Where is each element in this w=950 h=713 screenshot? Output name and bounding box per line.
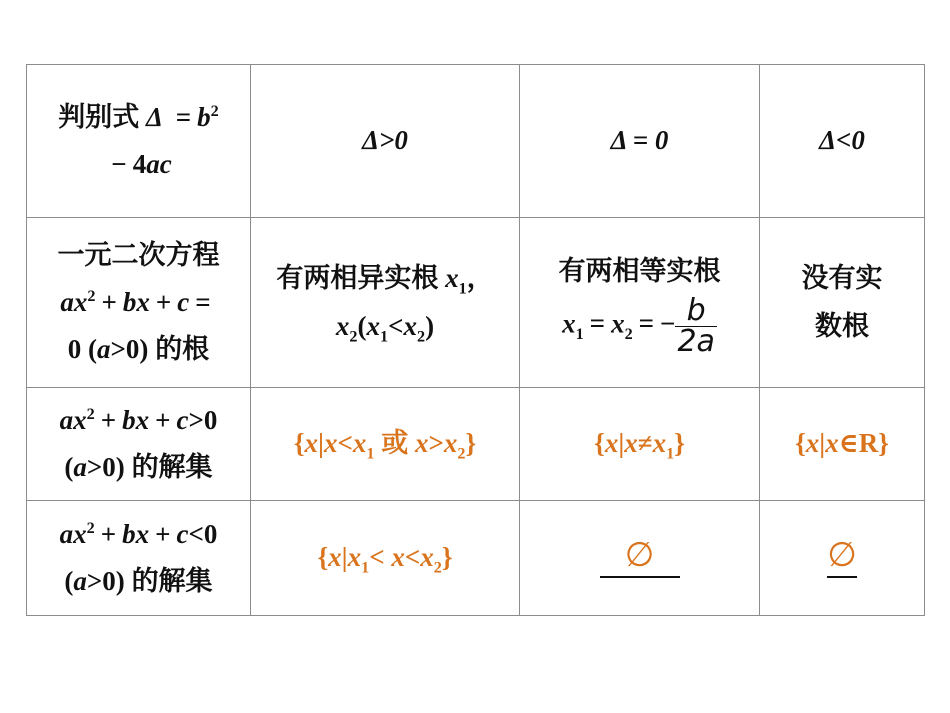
cell-lt-zero <box>520 501 760 616</box>
cell-gt-zero: $\{x|x\ne x_1\}$ <box>520 388 760 501</box>
table-row-roots <box>27 218 925 388</box>
cell-lt-positive: $\{x|x_1< x<x_2\}$ <box>251 501 520 616</box>
cell-case-negative: Δ<0 <box>760 65 925 218</box>
table-row-less-solution <box>27 501 925 616</box>
cell-gt-label: $ax^2$ + bx + c>0 (a>0) 的解集 <box>27 388 251 501</box>
cell-case-zero: Δ = 0 <box>520 65 760 218</box>
fraction-b-over-2a: $\frac{b}{2a}$ <box>677 292 715 359</box>
cell-lt-label: $ax^2$ + bx + c<0 (a>0) 的解集 <box>27 501 251 616</box>
empty-set-icon: ∅ <box>827 535 857 578</box>
cell-gt-positive: {$x|x<x_1$ 或 $x>x_2$} <box>251 388 520 501</box>
cell-lt-negative <box>760 501 925 616</box>
empty-set-icon: ∅ <box>600 535 680 578</box>
cell-roots-label: 一元二次方程 $ax^2$ + bx + c = 0 (a>0) 的根 <box>27 218 251 388</box>
cell-roots-positive: 有两相异实根 $x_1$， $x_2(x_1<x_2)$ <box>251 218 520 388</box>
cell-gt-negative: {x|x∈R} <box>760 388 925 501</box>
cell-case-positive: Δ>0 <box>251 65 520 218</box>
cell-roots-zero: 有两相等实根 $x_1 = x_2$ = − $\frac{b}{2a}$ <box>520 218 760 388</box>
cell-roots-negative: 没有实 数根 <box>760 218 925 388</box>
discriminant-table <box>26 64 925 616</box>
table-row-header <box>27 65 925 218</box>
cell-discriminant-label: 判别式 $\Delta = b^2$ − 4ac <box>27 65 251 218</box>
table-row-greater-solution <box>27 388 925 501</box>
